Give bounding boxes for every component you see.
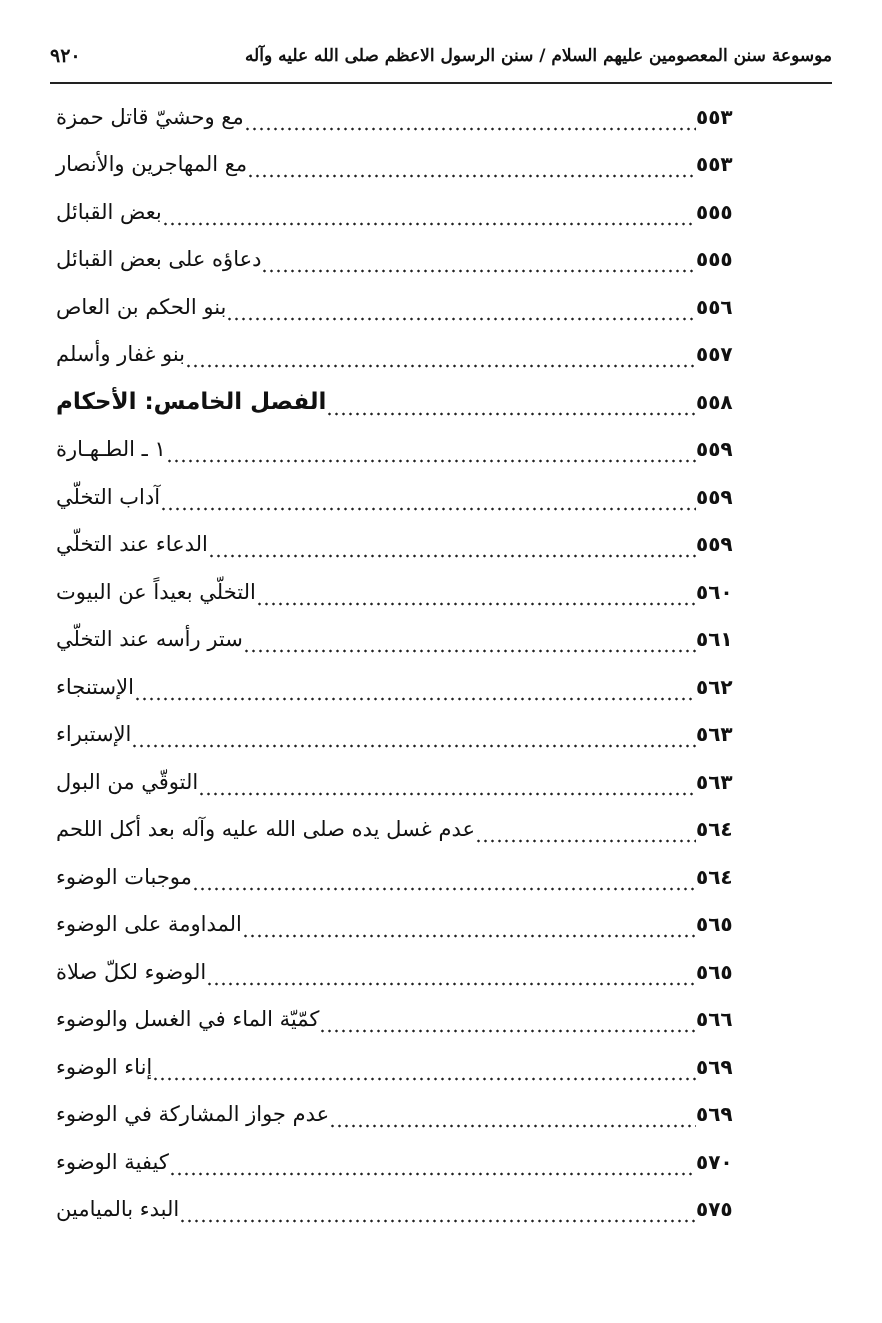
dot-leader	[244, 112, 696, 132]
toc-entry-title: الإستبراء	[56, 722, 132, 747]
toc-entry-page: ٥٥٨	[696, 389, 733, 414]
toc-entry-title: المداومة على الوضوء	[56, 912, 242, 937]
dot-leader	[243, 634, 696, 654]
toc-entry-page: ٥٥٦	[696, 294, 733, 319]
dot-leader	[247, 159, 696, 179]
toc-entry	[50, 996, 762, 1044]
toc-entry-title: الإستنجاء	[56, 674, 134, 699]
page-header	[50, 34, 832, 78]
toc-entry-title: التخلّي بعيداً عن البيوت	[56, 579, 256, 604]
toc-entry-page: ٥٥٥	[696, 199, 733, 224]
toc-entry-title: بنو غفار وأسلم	[56, 342, 186, 367]
toc-entry-page: ٥٦٤	[696, 817, 733, 842]
toc-entry-title: الفصل الخامس: الأحكام	[56, 388, 327, 415]
toc-entry-title: عدم غسل يده صلى الله عليه وآله بعد أكل اللحم	[56, 817, 476, 842]
toc-entry	[50, 141, 762, 189]
dot-leader	[166, 444, 696, 464]
toc-entry-page: ٥٦٣	[696, 722, 733, 747]
toc-entry	[50, 1186, 762, 1234]
dot-leader	[198, 777, 696, 797]
toc-entry-page: ٥٥٩	[696, 437, 733, 462]
running-title: موسوعة سنن المعصومين عليهم السلام / سنن الرسول الاعظم صلى الله عليه وآله	[244, 46, 832, 66]
toc-entry-page: ٥٥٣	[696, 152, 733, 177]
dot-leader	[206, 967, 696, 987]
toc-entry	[50, 1091, 762, 1139]
toc-entry-page: ٥٦٢	[696, 674, 733, 699]
toc-entry-page: ٥٥٥	[696, 247, 733, 272]
toc-entry	[50, 901, 762, 949]
toc-entry-page: ٥٦٤	[696, 864, 733, 889]
dot-leader	[208, 539, 696, 559]
dot-leader	[242, 919, 696, 939]
toc-entry-page: ٥٥٩	[696, 484, 733, 509]
dot-leader	[329, 1109, 696, 1129]
toc-entry-title: التوقّي من البول	[56, 769, 199, 794]
dot-leader	[179, 1204, 696, 1224]
toc-entry-title: بعض القبائل	[56, 199, 162, 224]
dot-leader	[169, 1157, 696, 1177]
toc-entry-title: إناء الوضوء	[56, 1054, 153, 1079]
toc-entry	[50, 283, 762, 331]
toc-entry-title: ١ ـ الطـهـارة	[56, 437, 166, 462]
page-number: ٩٢٠	[50, 45, 81, 67]
toc-entry	[50, 188, 762, 236]
toc-entry-title: موجبات الوضوء	[56, 864, 192, 889]
dot-leader	[261, 254, 696, 274]
toc-entry-title: كمّيّة الماء في الغسل والوضوء	[56, 1007, 320, 1032]
dot-leader	[192, 872, 696, 892]
dot-leader	[256, 587, 696, 607]
toc-entry	[50, 758, 762, 806]
dot-leader	[319, 1014, 696, 1034]
toc-entry-page: ٥٦٦	[696, 1007, 733, 1032]
header-rule	[50, 82, 832, 84]
toc-entry	[50, 331, 762, 379]
dot-leader	[131, 729, 696, 749]
toc-entry-page: ٥٧٠	[696, 1149, 733, 1174]
toc-entry-page: ٥٦١	[696, 627, 733, 652]
toc-entry-page: ٥٥٣	[696, 104, 733, 129]
dot-leader	[134, 682, 696, 702]
toc-entry	[50, 711, 762, 759]
dot-leader	[475, 824, 696, 844]
toc-entry-title: عدم جواز المشاركة في الوضوء	[56, 1102, 330, 1127]
toc-entry-title: ستر رأسه عند التخلّي	[56, 627, 243, 652]
toc-entry-title: الوضوء لكلّ صلاة	[56, 959, 207, 984]
toc-entry-title: مع وحشيّ قاتل حمزة	[56, 104, 244, 129]
toc-entry	[50, 568, 762, 616]
toc-entry-title: مع المهاجرين والأنصار	[56, 152, 248, 177]
toc-entry	[50, 93, 762, 141]
toc-entry	[50, 1043, 762, 1091]
toc-entry-title: بنو الحكم بن العاص	[56, 294, 227, 319]
toc-entry-title: دعاؤه على بعض القبائل	[56, 247, 262, 272]
dot-leader	[162, 207, 696, 227]
toc-entry	[50, 521, 762, 569]
toc-entry	[50, 948, 762, 996]
dot-leader	[226, 302, 696, 322]
toc-entry	[50, 616, 762, 664]
toc-entry-page: ٥٦٠	[696, 579, 733, 604]
toc-entry	[50, 853, 762, 901]
toc-entry-title: كيفية الوضوء	[56, 1149, 169, 1174]
toc-entry-page: ٥٥٧	[696, 342, 733, 367]
toc-entry-page: ٥٧٥	[696, 1197, 733, 1222]
toc-entry	[50, 663, 762, 711]
dot-leader	[152, 1062, 696, 1082]
toc-chapter-row	[50, 378, 762, 426]
toc-entry-page: ٥٥٩	[696, 532, 733, 557]
toc-entry-title: آداب التخلّي	[56, 484, 161, 509]
toc-entry-page: ٥٦٥	[696, 959, 733, 984]
toc-entry	[50, 473, 762, 521]
toc-entry-page: ٥٦٣	[696, 769, 733, 794]
dot-leader	[185, 349, 696, 369]
toc-entry-page: ٥٦٩	[696, 1102, 733, 1127]
toc-entry	[50, 1138, 762, 1186]
dot-leader	[326, 397, 696, 417]
toc-entry-page: ٥٦٩	[696, 1054, 733, 1079]
toc-entry	[50, 806, 762, 854]
toc-entry-title: البدء بالميامين	[56, 1197, 180, 1222]
toc-entry-page: ٥٦٥	[696, 912, 733, 937]
toc-entry-title: الدعاء عند التخلّي	[56, 532, 208, 557]
toc-entry	[50, 236, 762, 284]
table-of-contents	[50, 93, 762, 1233]
dot-leader	[160, 492, 696, 512]
toc-entry	[50, 426, 762, 474]
